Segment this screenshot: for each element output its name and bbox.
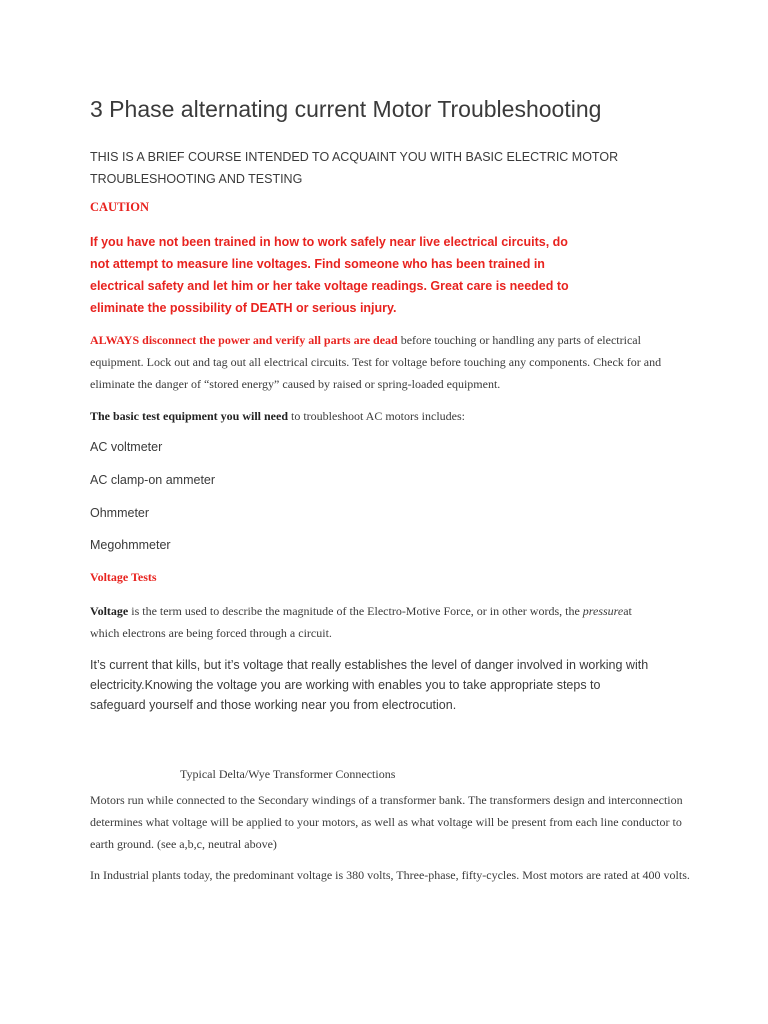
equipment-item-megohmmeter: Megohmmeter bbox=[90, 538, 171, 552]
equipment-item-voltmeter: AC voltmeter bbox=[90, 440, 163, 454]
voltage-definition-end: at which electrons are being forced through a circuit. bbox=[90, 604, 632, 640]
test-equipment-intro bbox=[90, 405, 465, 427]
equipment-item-ohmmeter: Ohmmeter bbox=[90, 506, 150, 520]
safety-rest-text: before touching or handling any parts of electrical equipment. Lock out and tag out all electrical circuits. Test for voltage before touching any components. Check for and eliminate the danger of “stored energy” caused by raised or spring-loaded equipment. bbox=[90, 333, 662, 391]
current-kills-paragraph: It’s current that kills, but it’s voltage that really establishes the level of danger involved in working with electricity.Knowing the voltage you are working with enables you to take appropriate steps to safeguard yourself and those working near you from electrocution. bbox=[90, 658, 649, 712]
voltage-definition-lead: Voltage bbox=[90, 604, 129, 618]
caution-warning-text: If you have not been trained in how to work safely near live electrical circuits, do not attempt to measure line voltages. Find someone who has been trained in electrical safety and let him or her take voltage readings. Great care is needed to eliminate the possibility of DEATH or serious injury. bbox=[90, 235, 569, 315]
test-equipment-lead: The basic test equipment you will need bbox=[90, 409, 289, 423]
safety-lead-text: ALWAYS disconnect the power and verify all parts are dead bbox=[90, 333, 398, 347]
test-equipment-rest: to troubleshoot AC motors includes: bbox=[288, 409, 466, 423]
voltage-definition-mid: is the term used to describe the magnitude of the Electro-Motive Force, or in other words, the bbox=[128, 604, 583, 618]
motors-run-paragraph: Motors run while connected to the Secondary windings of a transformer bank. The transformers design and interconnection determines what voltage will be applied to your motors, as well as what voltage will be present from each line conductor to earth ground. (see a,b,c, neutral above) bbox=[90, 793, 683, 851]
safety-paragraph bbox=[90, 329, 678, 395]
page-title: 3 Phase alternating current Motor Troubleshooting bbox=[90, 96, 602, 122]
industrial-voltage-paragraph: In Industrial plants today, the predominant voltage is 380 volts, Three-phase, fifty-cycles. Most motors are rated at 400 volts. bbox=[90, 868, 690, 882]
voltage-tests-heading: Voltage Tests bbox=[90, 570, 157, 584]
equipment-item-clamp-ammeter: AC clamp-on ammeter bbox=[90, 473, 216, 487]
caution-heading: CAUTION bbox=[90, 200, 150, 214]
voltage-definition bbox=[90, 600, 650, 644]
transformer-figure-caption: Typical Delta/Wye Transformer Connections bbox=[180, 767, 396, 781]
intro-paragraph: THIS IS A BRIEF COURSE INTENDED TO ACQUAINT YOU WITH BASIC ELECTRIC MOTOR TROUBLESHOOTING AND TESTING bbox=[90, 150, 619, 186]
voltage-definition-emphasis: pressure bbox=[582, 604, 624, 618]
